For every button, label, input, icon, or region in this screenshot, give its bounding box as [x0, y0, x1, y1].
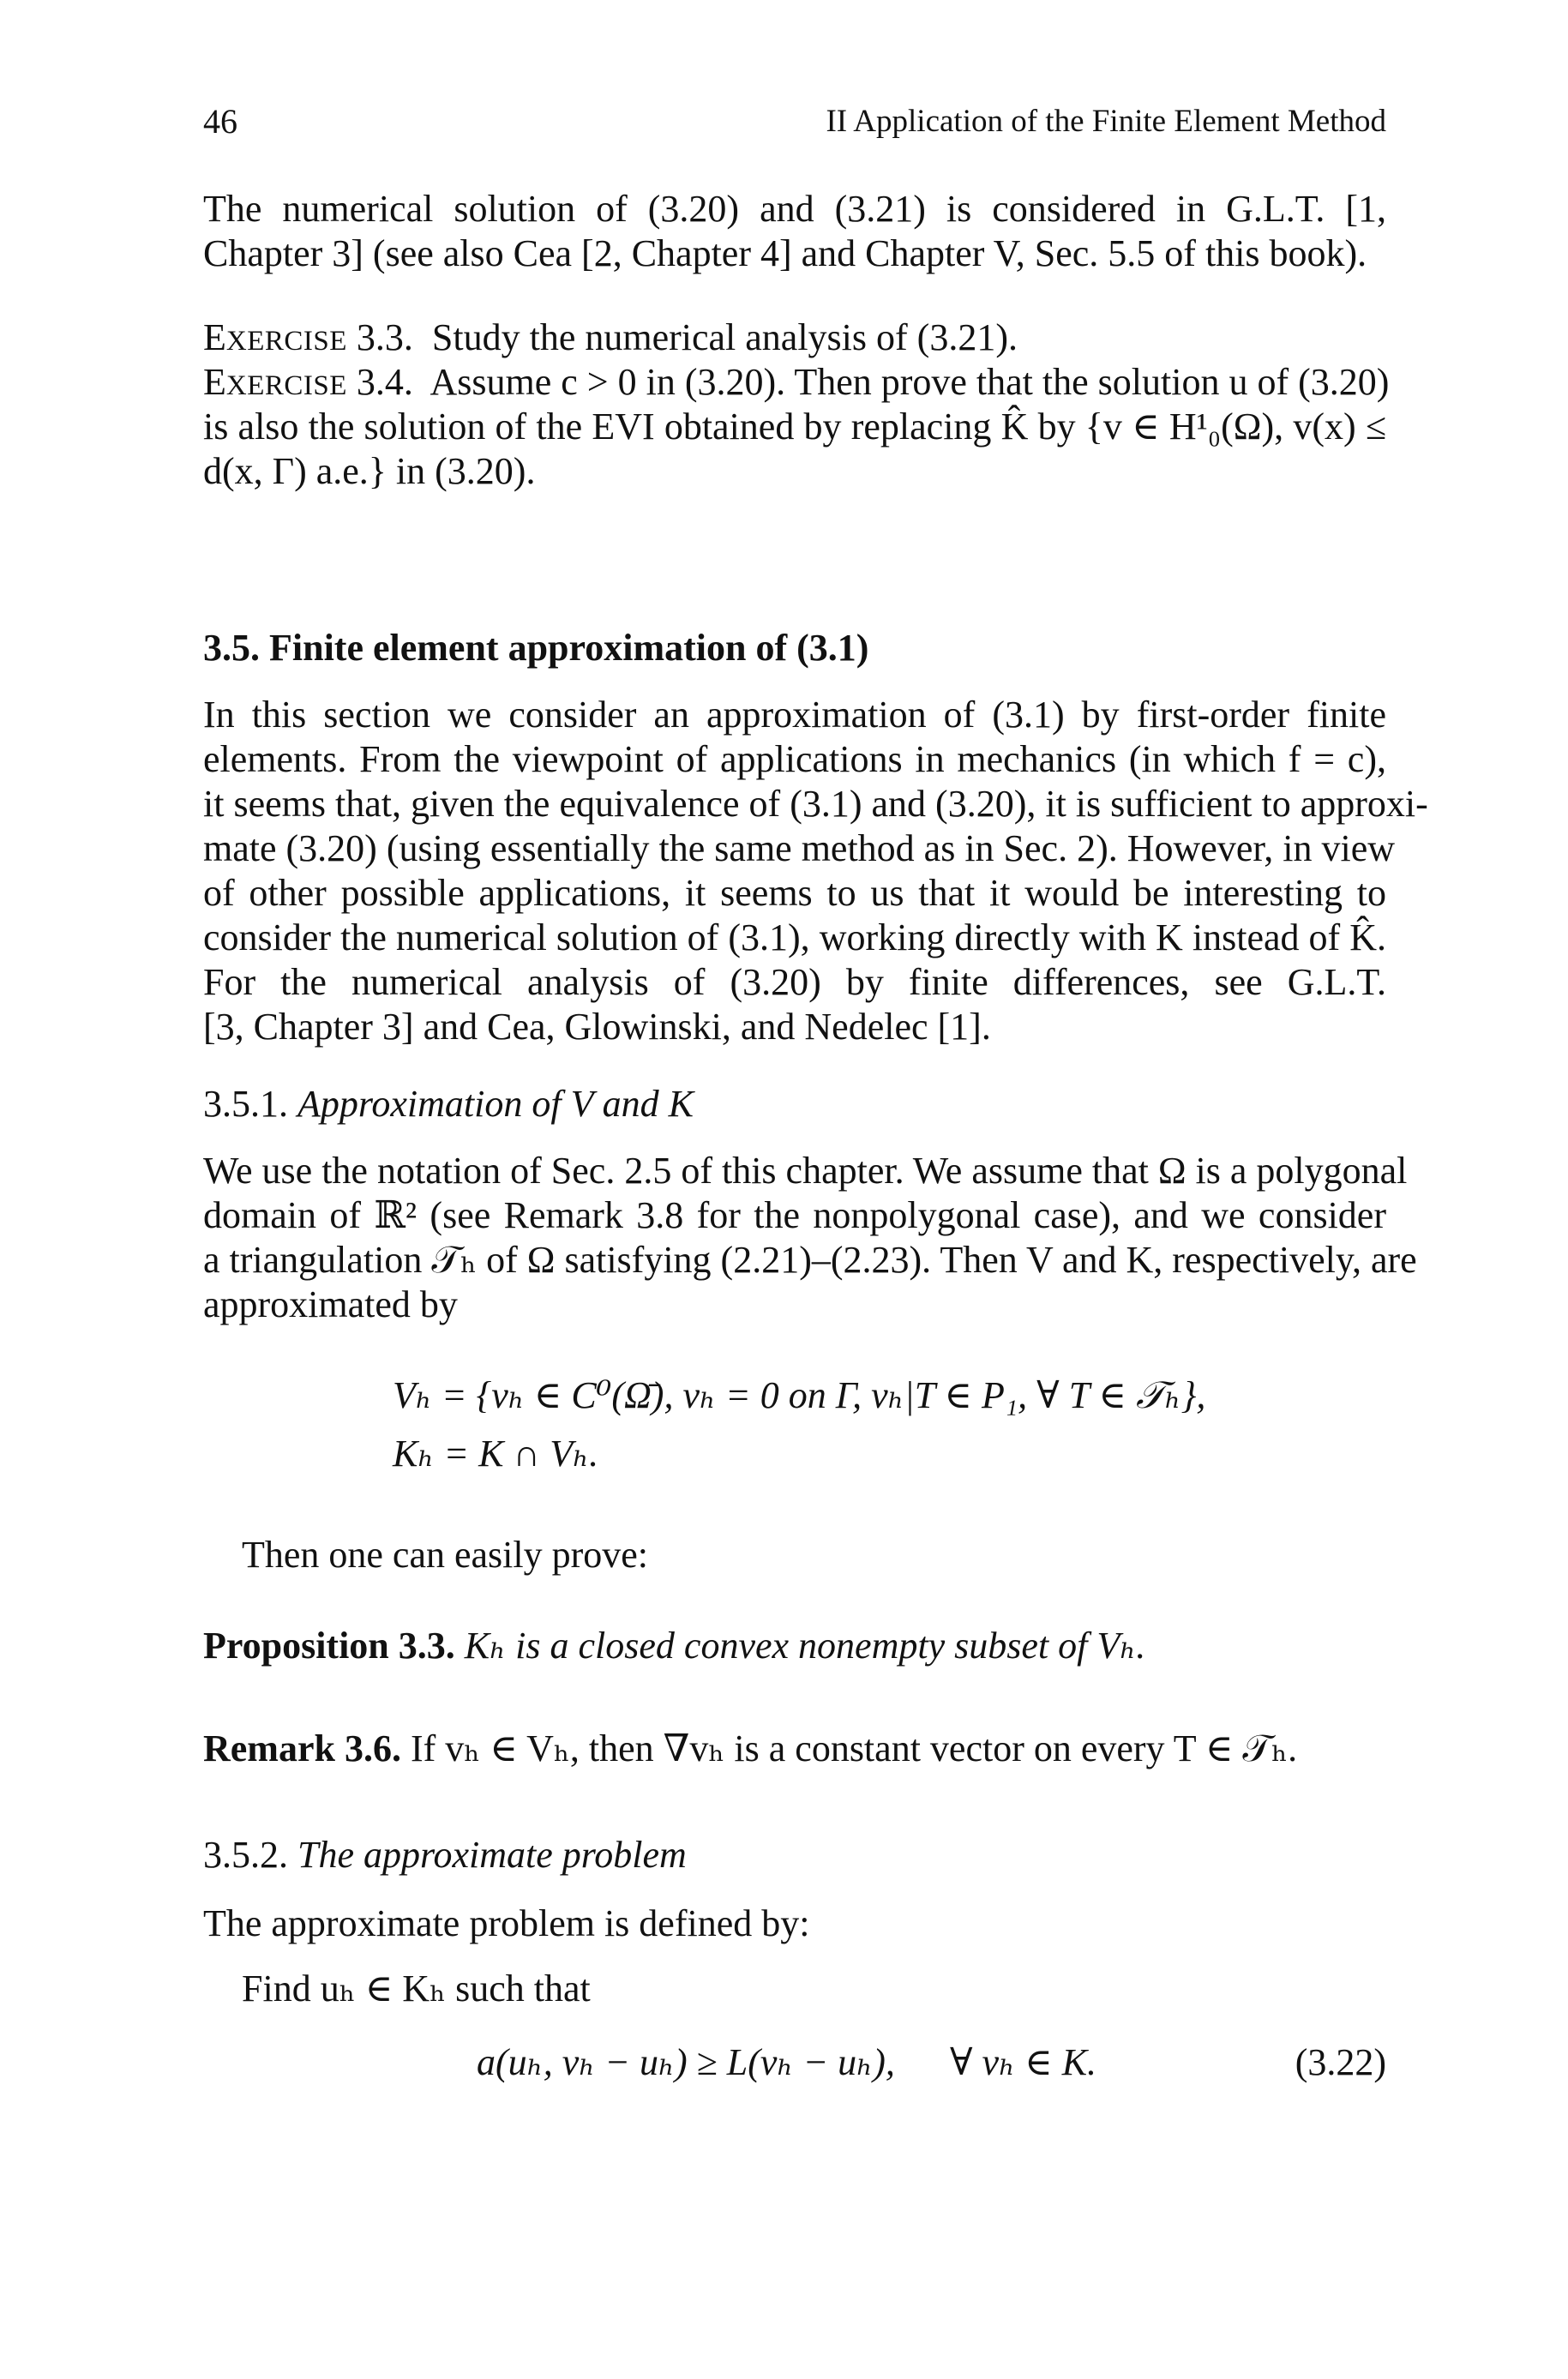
equation-quantifier: ∀ vₕ ∈ K. [950, 2041, 1097, 2083]
section-paragraph-line: For the numerical analysis of (3.20) by finite differences, see G.L.T. [203, 961, 1386, 1003]
proposition-text: Kₕ is a closed convex nonempty subset of Vₕ. [464, 1625, 1146, 1667]
subsection-paragraph-line: approximated by [203, 1283, 458, 1325]
approximate-problem-intro: The approximate problem is defined by: [203, 1902, 810, 1944]
subsection-title: The approximate problem [297, 1834, 687, 1876]
equation-vh: Vₕ = {vₕ ∈ C⁰(Ω̄), vₕ = 0 on Γ, vₕ|T ∈ P₁, ∀ T ∈ 𝒯ₕ}, [393, 1374, 1206, 1416]
subsection-number: 3.5.2. [203, 1834, 288, 1876]
intro-line-2: Chapter 3] (see also Cea [2, Chapter 4] and Chapter V, Sec. 5.5 of this book). [203, 232, 1367, 274]
proposition-label: Proposition 3.3. [203, 1625, 455, 1667]
equation-3-22: a(uₕ, vₕ − uₕ) ≥ L(vₕ − uₕ), [477, 2041, 895, 2083]
subsection-paragraph-line: domain of ℝ² (see Remark 3.8 for the nonpolygonal case), and we consider [203, 1194, 1386, 1236]
subsection-heading [203, 1833, 1386, 1877]
section-paragraph-line: consider the numerical solution of (3.1), working directly with K instead of K̂. [203, 916, 1386, 958]
equation-number: (3.22) [1295, 2041, 1386, 2083]
exercise-number: 3.4. [356, 361, 413, 403]
exercise-3-3 [203, 315, 1386, 363]
section-paragraph-line: In this section we consider an approximation of (3.1) by first-order finite [203, 694, 1386, 736]
remark-text: If vₕ ∈ Vₕ, then ∇vₕ is a constant vector on every T ∈ 𝒯ₕ. [410, 1727, 1298, 1769]
exercise-label: EXERCISE [203, 361, 347, 403]
exercise-label: EXERCISE [203, 316, 347, 358]
exercise-text: Study the numerical analysis of (3.21). [431, 316, 1018, 358]
exercise-3-4-line-1 [203, 360, 1390, 408]
subsection-paragraph-line: We use the notation of Sec. 2.5 of this chapter. We assume that Ω is a polygonal [203, 1150, 1408, 1192]
easily-prove-line: Then one can easily prove: [242, 1534, 649, 1576]
exercise-number: 3.3. [356, 316, 413, 358]
section-paragraph-line: it seems that, given the equivalence of (3.1) and (3.20), it is sufficient to approxi- [203, 783, 1428, 825]
running-title: II Application of the Finite Element Method [826, 104, 1386, 139]
intro-line-1: The numerical solution of (3.20) and (3.21) is considered in G.L.T. [1, [203, 188, 1386, 230]
subsection-title: Approximation of V and K [297, 1083, 694, 1125]
remark-label: Remark 3.6. [203, 1727, 401, 1769]
section-paragraph-line: of other possible applications, it seems to us that it would be interesting to [203, 872, 1386, 914]
find-uh-line: Find uₕ ∈ Kₕ such that [242, 1967, 591, 2010]
remark-3-6 [203, 1727, 1386, 1771]
equation-kh: Kₕ = K ∩ Vₕ. [393, 1433, 599, 1475]
section-heading: 3.5. Finite element approximation of (3.1) [203, 627, 869, 669]
proposition-3-3 [203, 1624, 1386, 1668]
exercise-3-4-line-3: d(x, Γ) a.e.} in (3.20). [203, 450, 536, 492]
subsection-paragraph-line: a triangulation 𝒯ₕ of Ω satisfying (2.21)–(2.23). Then V and K, respectively, are [203, 1239, 1417, 1281]
exercise-text: Assume c > 0 in (3.20). Then prove that the solution u of (3.20) [430, 361, 1390, 403]
exercise-3-4-line-2: is also the solution of the EVI obtained by replacing K̂ by {v ∈ H¹₀(Ω), v(x) ≤ [203, 406, 1386, 448]
section-paragraph-line: elements. From the viewpoint of applications in mechanics (in which f = c), [203, 738, 1386, 780]
section-paragraph-line: mate (3.20) (using essentially the same method as in Sec. 2). However, in view [203, 827, 1395, 869]
page-number: 46 [203, 102, 237, 141]
subsection-heading [203, 1082, 1386, 1126]
subsection-number: 3.5.1. [203, 1083, 288, 1125]
section-paragraph-line: [3, Chapter 3] and Cea, Glowinski, and Nedelec [1]. [203, 1006, 991, 1048]
